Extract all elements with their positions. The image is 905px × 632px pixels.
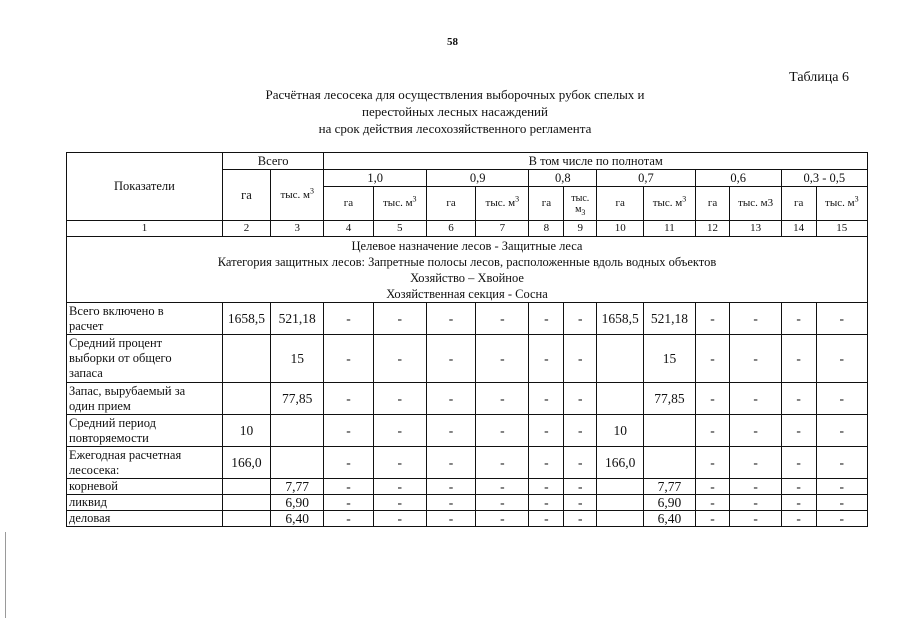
table-cell: 7,77: [271, 479, 324, 495]
table-cell: 1658,5: [222, 303, 270, 335]
table-cell: -: [564, 383, 597, 415]
table-cell: -: [781, 495, 816, 511]
table-cell: -: [529, 303, 564, 335]
table-cell: -: [324, 479, 373, 495]
row-label: [67, 303, 223, 335]
table-cell: -: [816, 495, 867, 511]
table-cell: -: [816, 415, 867, 447]
row-label: [67, 495, 223, 511]
table-cell: -: [781, 511, 816, 527]
title-line: перестойных лесных насаждений: [362, 104, 548, 119]
column-number-row: [67, 221, 868, 237]
column-number: 8: [529, 221, 564, 237]
unit-superscript: 3: [310, 185, 314, 195]
table-cell: [597, 383, 644, 415]
table-cell: -: [373, 335, 426, 383]
table-cell: 6,40: [271, 511, 324, 527]
header-total-thous: [271, 170, 324, 221]
table-cell: -: [781, 479, 816, 495]
table-cell: -: [426, 479, 475, 495]
section-line: Хозяйство – Хвойное: [410, 270, 524, 285]
row-label-line: Ежегодная расчетная: [69, 447, 182, 462]
unit-text: тыс. м: [485, 197, 516, 209]
table-cell: 1658,5: [597, 303, 644, 335]
page-number: 58: [447, 36, 458, 48]
table-cell: -: [529, 383, 564, 415]
unit-thous: [476, 187, 529, 221]
table-cell: -: [695, 303, 730, 335]
table-cell: -: [695, 383, 730, 415]
table-cell: [597, 335, 644, 383]
row-label-line: запаса: [69, 366, 103, 380]
table-cell: [222, 511, 270, 527]
table-cell: -: [324, 447, 373, 479]
header-indicators: Показатели: [67, 153, 223, 221]
table-cell: -: [373, 303, 426, 335]
column-number: 13: [730, 221, 781, 237]
table-cell: -: [476, 479, 529, 495]
unit-ha: га: [426, 187, 475, 221]
density-0-8: 0,8: [529, 170, 597, 187]
table-cell: 10: [597, 415, 644, 447]
row-label: [67, 479, 223, 495]
row-label: [67, 335, 223, 383]
table-cell: -: [426, 415, 475, 447]
unit-text: м: [575, 203, 582, 215]
table-cell: -: [564, 303, 597, 335]
unit-superscript: 3: [682, 194, 687, 204]
table-cell: -: [324, 303, 373, 335]
column-number: 4: [324, 221, 373, 237]
harvest-table: [66, 152, 868, 527]
table-cell: -: [695, 415, 730, 447]
table-cell: 15: [271, 335, 324, 383]
table-cell: -: [529, 511, 564, 527]
table-cell: 15: [644, 335, 695, 383]
density-0-6: 0,6: [695, 170, 781, 187]
unit-ha: га: [529, 187, 564, 221]
table-row: [67, 495, 868, 511]
table-cell: -: [781, 303, 816, 335]
table-cell: -: [816, 383, 867, 415]
table-cell: [644, 415, 695, 447]
section-header: [67, 237, 868, 303]
table-cell: -: [426, 495, 475, 511]
row-label: [67, 415, 223, 447]
table-cell: -: [476, 511, 529, 527]
table-cell: -: [324, 383, 373, 415]
table-cell: -: [816, 335, 867, 383]
density-0-7: 0,7: [597, 170, 695, 187]
header-row: [67, 153, 868, 170]
table-cell: -: [781, 383, 816, 415]
table-cell: -: [781, 447, 816, 479]
table-row: [67, 479, 868, 495]
table-row: [67, 303, 868, 335]
table-cell: [644, 447, 695, 479]
unit-superscript: 3: [412, 194, 417, 204]
table-cell: -: [564, 495, 597, 511]
table-cell: -: [730, 495, 781, 511]
table-cell: -: [373, 495, 426, 511]
title-line: Расчётная лесосека для осуществления выборочных рубок спелых и: [265, 87, 645, 102]
unit-superscript: 3: [515, 194, 520, 204]
row-label-line: корневой: [69, 479, 118, 493]
table-title: [0, 86, 905, 137]
row-label-line: один прием: [69, 398, 131, 413]
table-cell: -: [324, 415, 373, 447]
column-number: 15: [816, 221, 867, 237]
table-cell: -: [695, 495, 730, 511]
row-label: [67, 447, 223, 479]
table-cell: -: [730, 511, 781, 527]
row-label-line: деловая: [69, 511, 111, 525]
density-0-3-0-5: 0,3 - 0,5: [781, 170, 867, 187]
table-cell: 77,85: [271, 383, 324, 415]
unit-thous: [373, 187, 426, 221]
table-row: [67, 415, 868, 447]
title-line: на срок действия лесохозяйственного регламента: [318, 121, 592, 136]
section-row: [67, 237, 868, 303]
unit-thous-m3: тыс. м3: [730, 187, 781, 221]
column-number: 2: [222, 221, 270, 237]
table-cell: [222, 495, 270, 511]
table-cell: 166,0: [222, 447, 270, 479]
table-row: [67, 335, 868, 383]
row-label: [67, 383, 223, 415]
header-total: Всего: [222, 153, 324, 170]
table-cell: -: [426, 447, 475, 479]
row-label-line: ликвид: [69, 495, 107, 509]
table-cell: -: [695, 511, 730, 527]
table-cell: [222, 335, 270, 383]
unit-ha: га: [324, 187, 373, 221]
row-label-line: повторяемости: [69, 430, 149, 445]
table-cell: 6,90: [271, 495, 324, 511]
header-total-ha: га: [222, 170, 270, 221]
table-cell: 166,0: [597, 447, 644, 479]
table-cell: -: [695, 335, 730, 383]
row-label-line: лесосека:: [69, 462, 120, 477]
table-cell: 10: [222, 415, 270, 447]
table-cell: [597, 495, 644, 511]
table-cell: -: [730, 335, 781, 383]
table-cell: [222, 479, 270, 495]
table-cell: -: [816, 303, 867, 335]
table-cell: -: [730, 383, 781, 415]
unit-thous-stacked: [564, 187, 597, 221]
column-number: 6: [426, 221, 475, 237]
table-cell: -: [730, 303, 781, 335]
unit-text: тыс. м: [383, 197, 413, 209]
column-number: 1: [67, 221, 223, 237]
unit-text: тыс. м: [825, 197, 855, 209]
table-cell: -: [781, 335, 816, 383]
table-cell: 521,18: [271, 303, 324, 335]
table-cell: -: [373, 447, 426, 479]
table-cell: -: [373, 511, 426, 527]
table-cell: -: [476, 495, 529, 511]
table-cell: 521,18: [644, 303, 695, 335]
table-cell: -: [816, 511, 867, 527]
unit-ha: га: [695, 187, 730, 221]
column-number: 3: [271, 221, 324, 237]
density-0-9: 0,9: [426, 170, 529, 187]
table-cell: -: [730, 415, 781, 447]
table-cell: -: [324, 511, 373, 527]
section-line: Категория защитных лесов: Запретные полосы лесов, расположенные вдоль водных объектов: [217, 254, 717, 269]
table-row: [67, 383, 868, 415]
section-line: Хозяйственная секция - Сосна: [386, 286, 548, 301]
table-cell: -: [426, 511, 475, 527]
column-number: 11: [644, 221, 695, 237]
unit-thous: [644, 187, 695, 221]
table-cell: [597, 511, 644, 527]
table-cell: -: [476, 415, 529, 447]
table-cell: 6,40: [644, 511, 695, 527]
table-cell: 6,90: [644, 495, 695, 511]
table-cell: -: [564, 511, 597, 527]
section-line: Целевое назначение лесов - Защитные леса: [351, 238, 583, 253]
table-cell: -: [373, 479, 426, 495]
margin-line: [5, 532, 6, 618]
table-cell: -: [529, 495, 564, 511]
column-number: 10: [597, 221, 644, 237]
table-cell: -: [476, 303, 529, 335]
unit-text: тыс. м: [652, 197, 683, 209]
row-label-line: выборки от общего: [69, 351, 172, 365]
unit-ha: га: [597, 187, 644, 221]
table-cell: [222, 383, 270, 415]
table-cell: -: [695, 447, 730, 479]
table-cell: -: [730, 479, 781, 495]
row-label-line: Запас, вырубаемый за: [69, 383, 186, 398]
table-cell: -: [373, 383, 426, 415]
table-cell: -: [476, 447, 529, 479]
table-cell: -: [426, 383, 475, 415]
table-cell: -: [564, 415, 597, 447]
table-cell: -: [529, 335, 564, 383]
row-label-line: Всего включено в: [69, 303, 164, 318]
row-label-line: Средний процент: [69, 336, 163, 350]
table-cell: -: [476, 383, 529, 415]
header-including: В том числе по полнотам: [324, 153, 868, 170]
column-number: 12: [695, 221, 730, 237]
unit-thous: [816, 187, 867, 221]
table-cell: -: [816, 447, 867, 479]
table-cell: -: [324, 495, 373, 511]
column-number: 5: [373, 221, 426, 237]
table-cell: [271, 415, 324, 447]
unit-ha: га: [781, 187, 816, 221]
unit-text: тыс.: [571, 192, 590, 204]
column-number: 14: [781, 221, 816, 237]
unit-text: тыс. м: [280, 188, 310, 201]
table-cell: -: [324, 335, 373, 383]
table-cell: -: [529, 415, 564, 447]
table-cell: -: [373, 415, 426, 447]
row-label: [67, 511, 223, 527]
table-cell: -: [695, 479, 730, 495]
table-cell: -: [564, 479, 597, 495]
table-cell: 7,77: [644, 479, 695, 495]
table-cell: [271, 447, 324, 479]
table-cell: -: [816, 479, 867, 495]
table-cell: -: [426, 335, 475, 383]
table-cell: -: [564, 335, 597, 383]
unit-superscript: 3: [581, 207, 586, 217]
table-body: [67, 153, 868, 527]
table-cell: -: [781, 415, 816, 447]
table-cell: -: [476, 335, 529, 383]
density-1-0: 1,0: [324, 170, 427, 187]
column-number: 7: [476, 221, 529, 237]
table-label: Таблица 6: [789, 70, 849, 85]
table-cell: -: [564, 447, 597, 479]
table-row: [67, 447, 868, 479]
table-cell: [597, 479, 644, 495]
table-row: [67, 511, 868, 527]
table-cell: 77,85: [644, 383, 695, 415]
table-cell: -: [529, 479, 564, 495]
table-cell: -: [730, 447, 781, 479]
row-label-line: расчет: [69, 318, 104, 333]
column-number: 9: [564, 221, 597, 237]
table-cell: -: [426, 303, 475, 335]
unit-superscript: 3: [854, 194, 859, 204]
row-label-line: Средний период: [69, 415, 156, 430]
table-cell: -: [529, 447, 564, 479]
